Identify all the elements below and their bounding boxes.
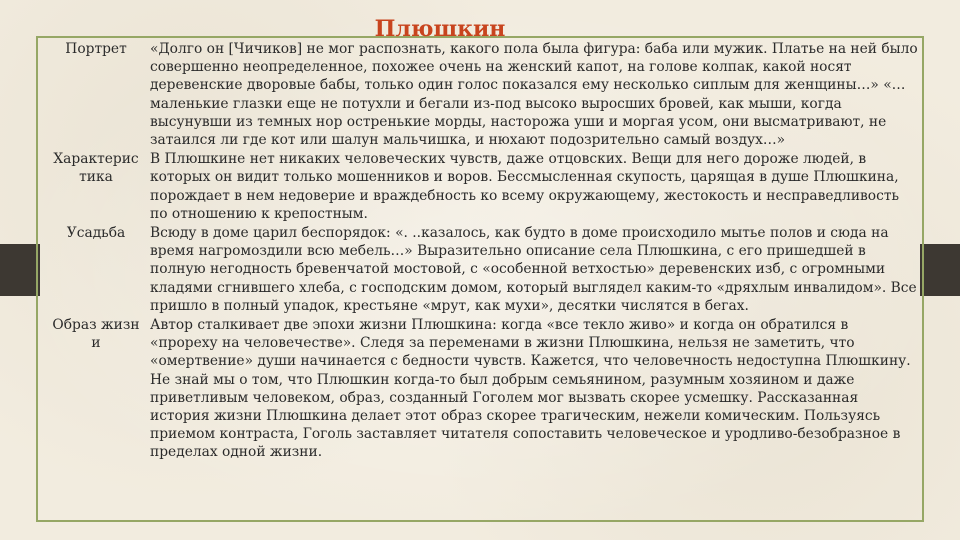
row-text: Всюду в доме царил беспорядок: «. ..казалось, как будто в доме происходило мытье полов и сюда на время нагромоздили всю мебель…» Выразительно описание села Плюшкина, с его пришедшей в полную негодность бревенчатой мостовой, с «особенной ветхостью» деревенских изб, с огромными кладями сгнившего хлеба, с господским домом, который выглядел каким-то «дряхлым инвалидом». Все пришло в полный упадок, крестьяне «мрут, как мухи», десятки числятся в бегах. [150, 225, 917, 314]
row-text: В Плюшкине нет никаких человеческих чувств, даже отцовских. Вещи для него дороже людей, в которых он видит только мошенников и воров. Бессмысленная скупость, царящая в душе Плюшкина, порождает в нем недоверие и враждебность ко всему окружающему, жестокость и несправедливость по отношению к крепостным. [150, 151, 899, 222]
table-row-estate [52, 224, 918, 315]
characteristics-table [52, 40, 918, 463]
table-row-portrait [52, 40, 918, 149]
row-label: Портрет [65, 41, 127, 57]
row-text: «Долго он [Чичиков] не мог распознать, какого пола была фигура: баба или мужик. Платье на ней было совершенно неопределенное, похожее очень на женский капот, на голове колпак, какой носят деревенские дворовые бабы, только один голос показался ему несколько сиплым для женщины…» «…маленькие глазки еще не потухли и бегали из-под высоко выросших бровей, как мыши, когда высунувши из темных нор остренькие морды, насторожа уши и моргая усом, они высматривают, не затаился ли где кот или шалун мальчишка, и нюхают подозрительно самый воздух…» [150, 41, 918, 149]
table-row-lifestyle [52, 316, 918, 462]
row-label: Усадьба [66, 225, 126, 242]
left-decorative-bar [0, 244, 40, 296]
row-label: Образ жизни [52, 317, 140, 352]
table-row-characteristic [52, 150, 918, 223]
row-text: Автор сталкивает две эпохи жизни Плюшкина: когда «все текло живо» и когда он обратился в «прореху на человечестве». Следя за переменами в жизни Плюшкина, нельзя не заметить, что «омертвение» души начинается с бедности чувств. Кажется, что человечность недоступна Плюшкину. Не знай мы о том, что Плюшкин когда-то был добрым семьянином, разумным хозяином и даже приветливым человеком, образ, созданный Гоголем мог вызвать скорее усмешку. Рассказанная история жизни Плюшкина делает этот образ скорее трагическим, нежели комическим. Пользуясь приемом контраста, Гоголь заставляет читателя сопоставить человеческое и уродливо-безобразное в пределах одной жизни. [150, 317, 911, 461]
right-decorative-bar [920, 244, 960, 296]
page-title: Плюшкин [374, 16, 506, 42]
row-label: Характеристика [53, 151, 139, 186]
